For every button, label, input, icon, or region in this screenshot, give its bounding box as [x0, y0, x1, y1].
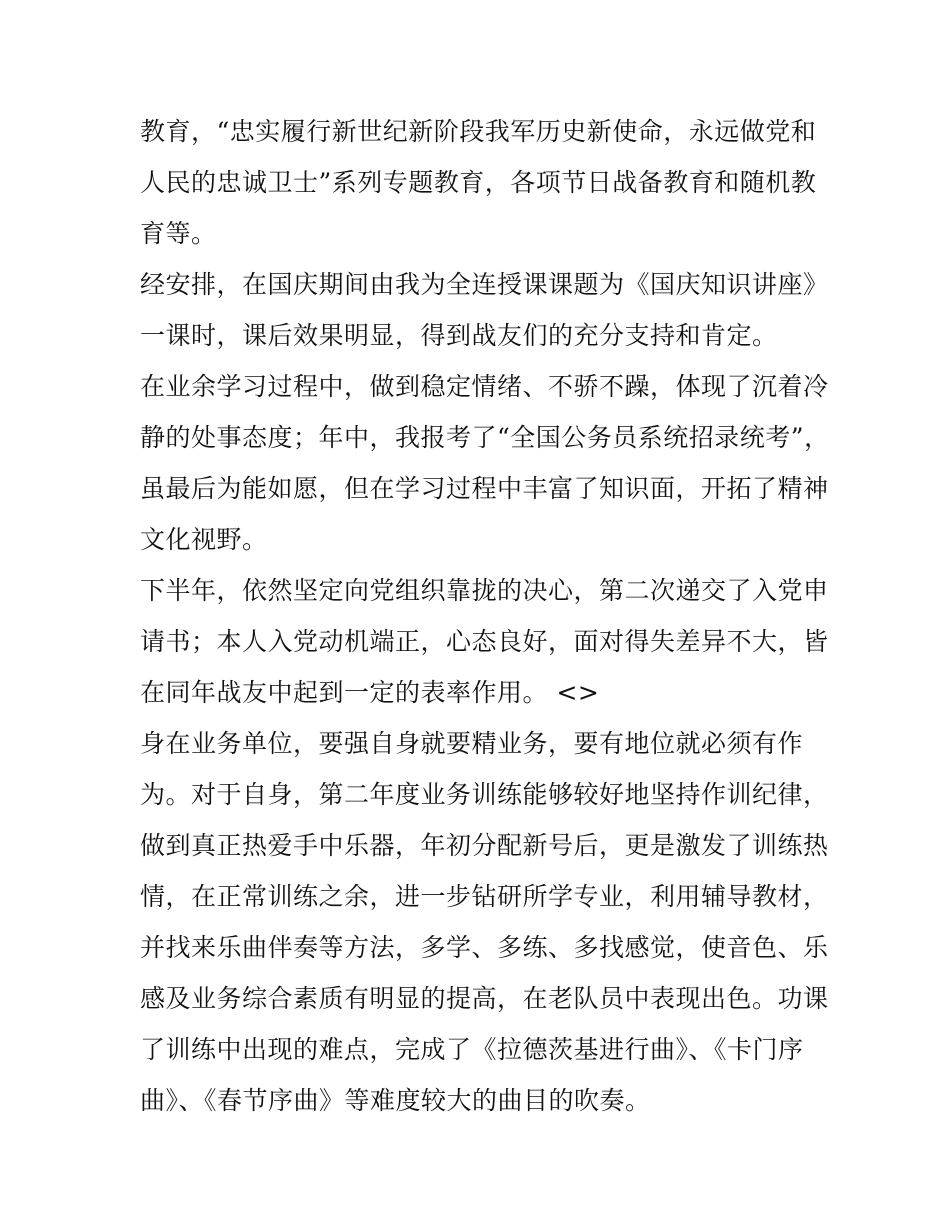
text-line: 下半年，依然坚定向党组织靠拢的决心，第二次递交了入党申: [140, 576, 829, 605]
text-line: 身在业务单位，要强自身就要精业务，要有地位就必须有作: [140, 729, 804, 758]
text-line: 请书；本人入党动机端正，心态良好，面对得失差异不大，皆: [140, 627, 829, 656]
text-line: 并找来乐曲伴奏等方法，多学、多练、多找感觉，使音色、乐: [140, 933, 829, 962]
text-line: 经安排，在国庆期间由我为全连授课课题为《国庆知识讲座》: [140, 270, 829, 299]
text-line: 虽最后为能如愿，但在学习过程中丰富了知识面，开拓了精神: [140, 474, 829, 503]
document-body: [140, 106, 830, 1126]
text-line: 了训练中出现的难点，完成了《拉德茨基进行曲》、《卡门序: [140, 1035, 804, 1064]
text-line: 做到真正热爱手中乐器，年初分配新号后，更是激发了训练热: [140, 831, 829, 860]
text-line: 为。对于自身，第二年度业务训练能够较好地坚持作训纪律，: [140, 780, 829, 809]
text-line: 一课时，课后效果明显，得到战友们的充分支持和肯定。: [140, 321, 778, 350]
text-line: 教育，“忠实履行新世纪新阶段我军历史新使命，永远做党和: [140, 117, 817, 146]
text-line: 静的处事态度；年中，我报考了“全国公务员系统招录统考”，: [140, 423, 830, 452]
text-line: 育等。: [140, 219, 217, 248]
text-line: 文化视野。: [140, 525, 268, 554]
text-line: 情，在正常训练之余，进一步钻研所学专业，利用辅导教材，: [140, 882, 829, 911]
text-line: 在同年战友中起到一定的表率作用。 <>: [140, 678, 600, 707]
text-line: 曲》、《春节序曲》等难度较大的曲目的吹奏。: [140, 1086, 651, 1115]
text-line: 感及业务综合素质有明显的提高，在老队员中表现出色。功课: [140, 984, 829, 1013]
text-line: 人民的忠诚卫士”系列专题教育，各项节日战备教育和随机教: [140, 168, 817, 197]
text-line: 在业余学习过程中，做到稳定情绪、不骄不躁，体现了沉着冷: [140, 372, 829, 401]
